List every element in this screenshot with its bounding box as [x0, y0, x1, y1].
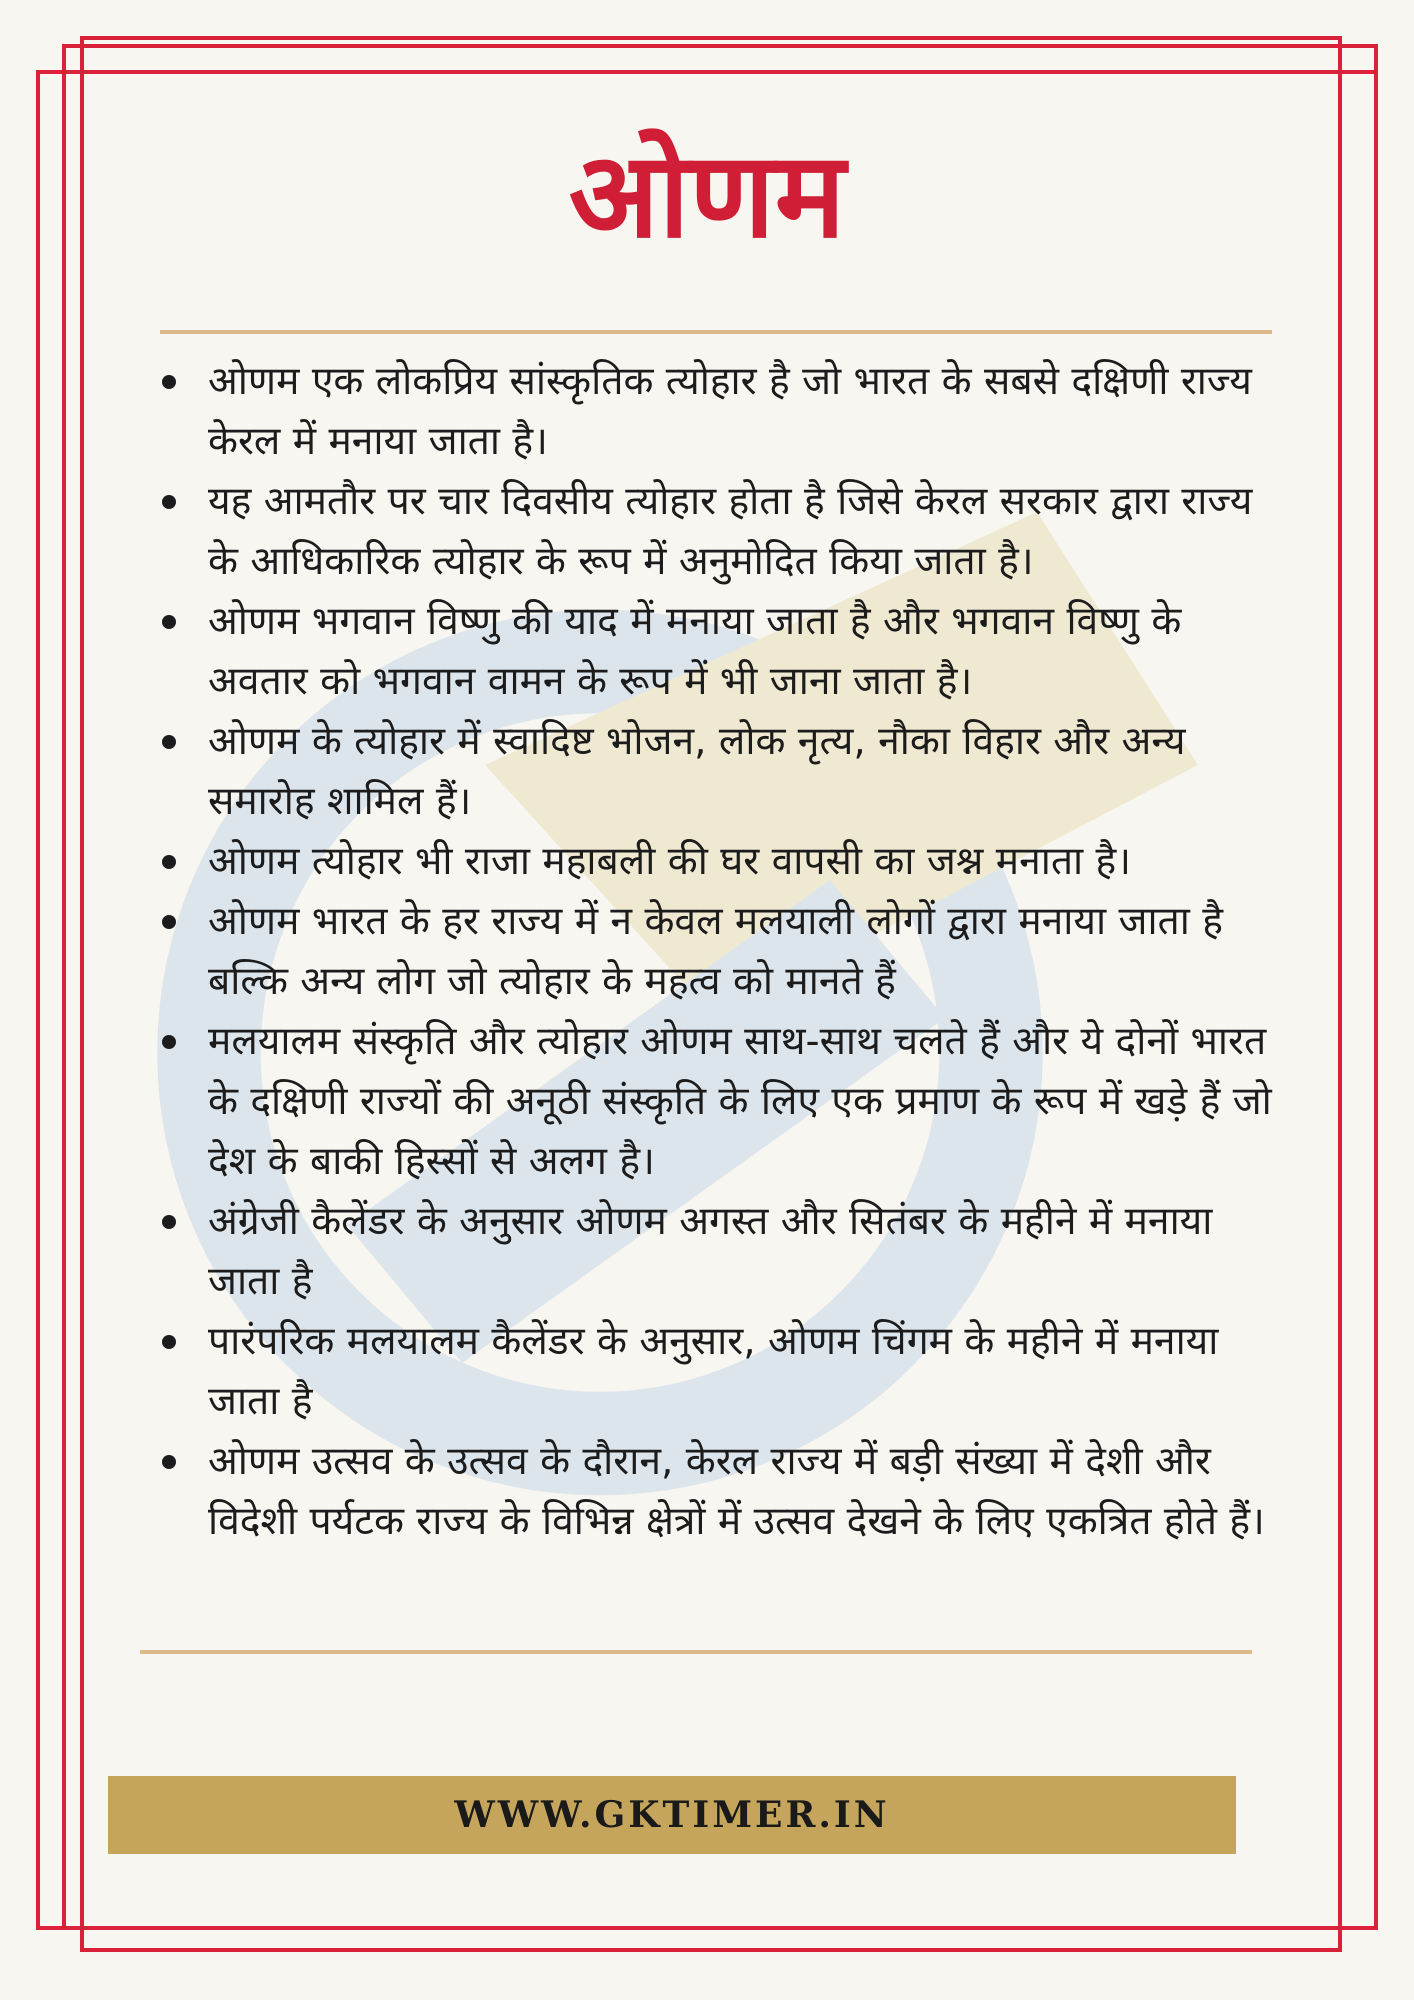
- list-item: [160, 832, 1272, 892]
- list-item: [160, 592, 1272, 712]
- bullet-icon: [162, 1035, 176, 1049]
- list-item-text: ओणम त्योहार भी राजा महाबली की घर वापसी का जश्न मनाता है।: [208, 839, 1132, 884]
- list-item: [160, 1312, 1272, 1432]
- list-item-text: ओणम के त्योहार में स्वादिष्ट भोजन, लोक नृत्य, नौका विहार और अन्य समारोह शामिल हैं।: [208, 719, 1186, 824]
- list-item: [160, 472, 1272, 592]
- list-item: [160, 1012, 1272, 1192]
- list-item-text: मलयालम संस्कृति और त्योहार ओणम साथ-साथ चलते हैं और ये दोनों भारत के दक्षिणी राज्यों की अनूठी संस्कृति के लिए एक प्रमाण के रूप में खड़े हैं जो देश के बाकी हिस्सों से अलग है।: [208, 1019, 1272, 1184]
- list-item-text: ओणम एक लोकप्रिय सांस्कृतिक त्योहार है जो भारत के सबसे दक्षिणी राज्य केरल में मनाया जाता है।: [208, 359, 1252, 464]
- footer-banner: [108, 1776, 1236, 1854]
- list-item: [160, 892, 1272, 1012]
- divider-bottom: [140, 1650, 1252, 1654]
- bullet-icon: [162, 1335, 176, 1349]
- bullet-icon: [162, 915, 176, 929]
- page-title: ओणम: [568, 126, 846, 264]
- list-item: [160, 1192, 1272, 1312]
- list-item-text: ओणम उत्सव के उत्सव के दौरान, केरल राज्य में बड़ी संख्या में देशी और विदेशी पर्यटक राज्य के विभिन्न क्षेत्रों में उत्सव देखने के लिए एकत्रित होते हैं।: [208, 1439, 1265, 1544]
- list-item: [160, 1432, 1272, 1552]
- website-link[interactable]: WWW.GKTIMER.IN: [454, 1794, 890, 1836]
- bullet-icon: [162, 495, 176, 509]
- bullet-icon: [162, 1215, 176, 1229]
- bullet-icon: [162, 615, 176, 629]
- bullet-icon: [162, 735, 176, 749]
- bullet-icon: [162, 375, 176, 389]
- bullet-icon: [162, 1455, 176, 1469]
- list-item-text: यह आमतौर पर चार दिवसीय त्योहार होता है जिसे केरल सरकार द्वारा राज्य के आधिकारिक त्योहार के रूप में अनुमोदित किया जाता है।: [208, 479, 1253, 584]
- list-item-text: पारंपरिक मलयालम कैलेंडर के अनुसार, ओणम चिंगम के महीने में मनाया जाता है: [208, 1319, 1219, 1424]
- list-item: [160, 352, 1272, 472]
- list-item-text: अंग्रेजी कैलेंडर के अनुसार ओणम अगस्त और सितंबर के महीने में मनाया जाता है: [208, 1199, 1213, 1304]
- divider-top: [160, 330, 1272, 334]
- bullet-icon: [162, 855, 176, 869]
- list-item-text: ओणम भगवान विष्णु की याद में मनाया जाता है और भगवान विष्णु के अवतार को भगवान वामन के रूप में भी जाना जाता है।: [208, 599, 1182, 704]
- points-list: [160, 352, 1272, 1552]
- list-item-text: ओणम भारत के हर राज्य में न केवल मलयाली लोगों द्वारा मनाया जाता है बल्कि अन्य लोग जो त्योहार के महत्व को मानते हैं: [208, 899, 1223, 1004]
- list-item: [160, 712, 1272, 832]
